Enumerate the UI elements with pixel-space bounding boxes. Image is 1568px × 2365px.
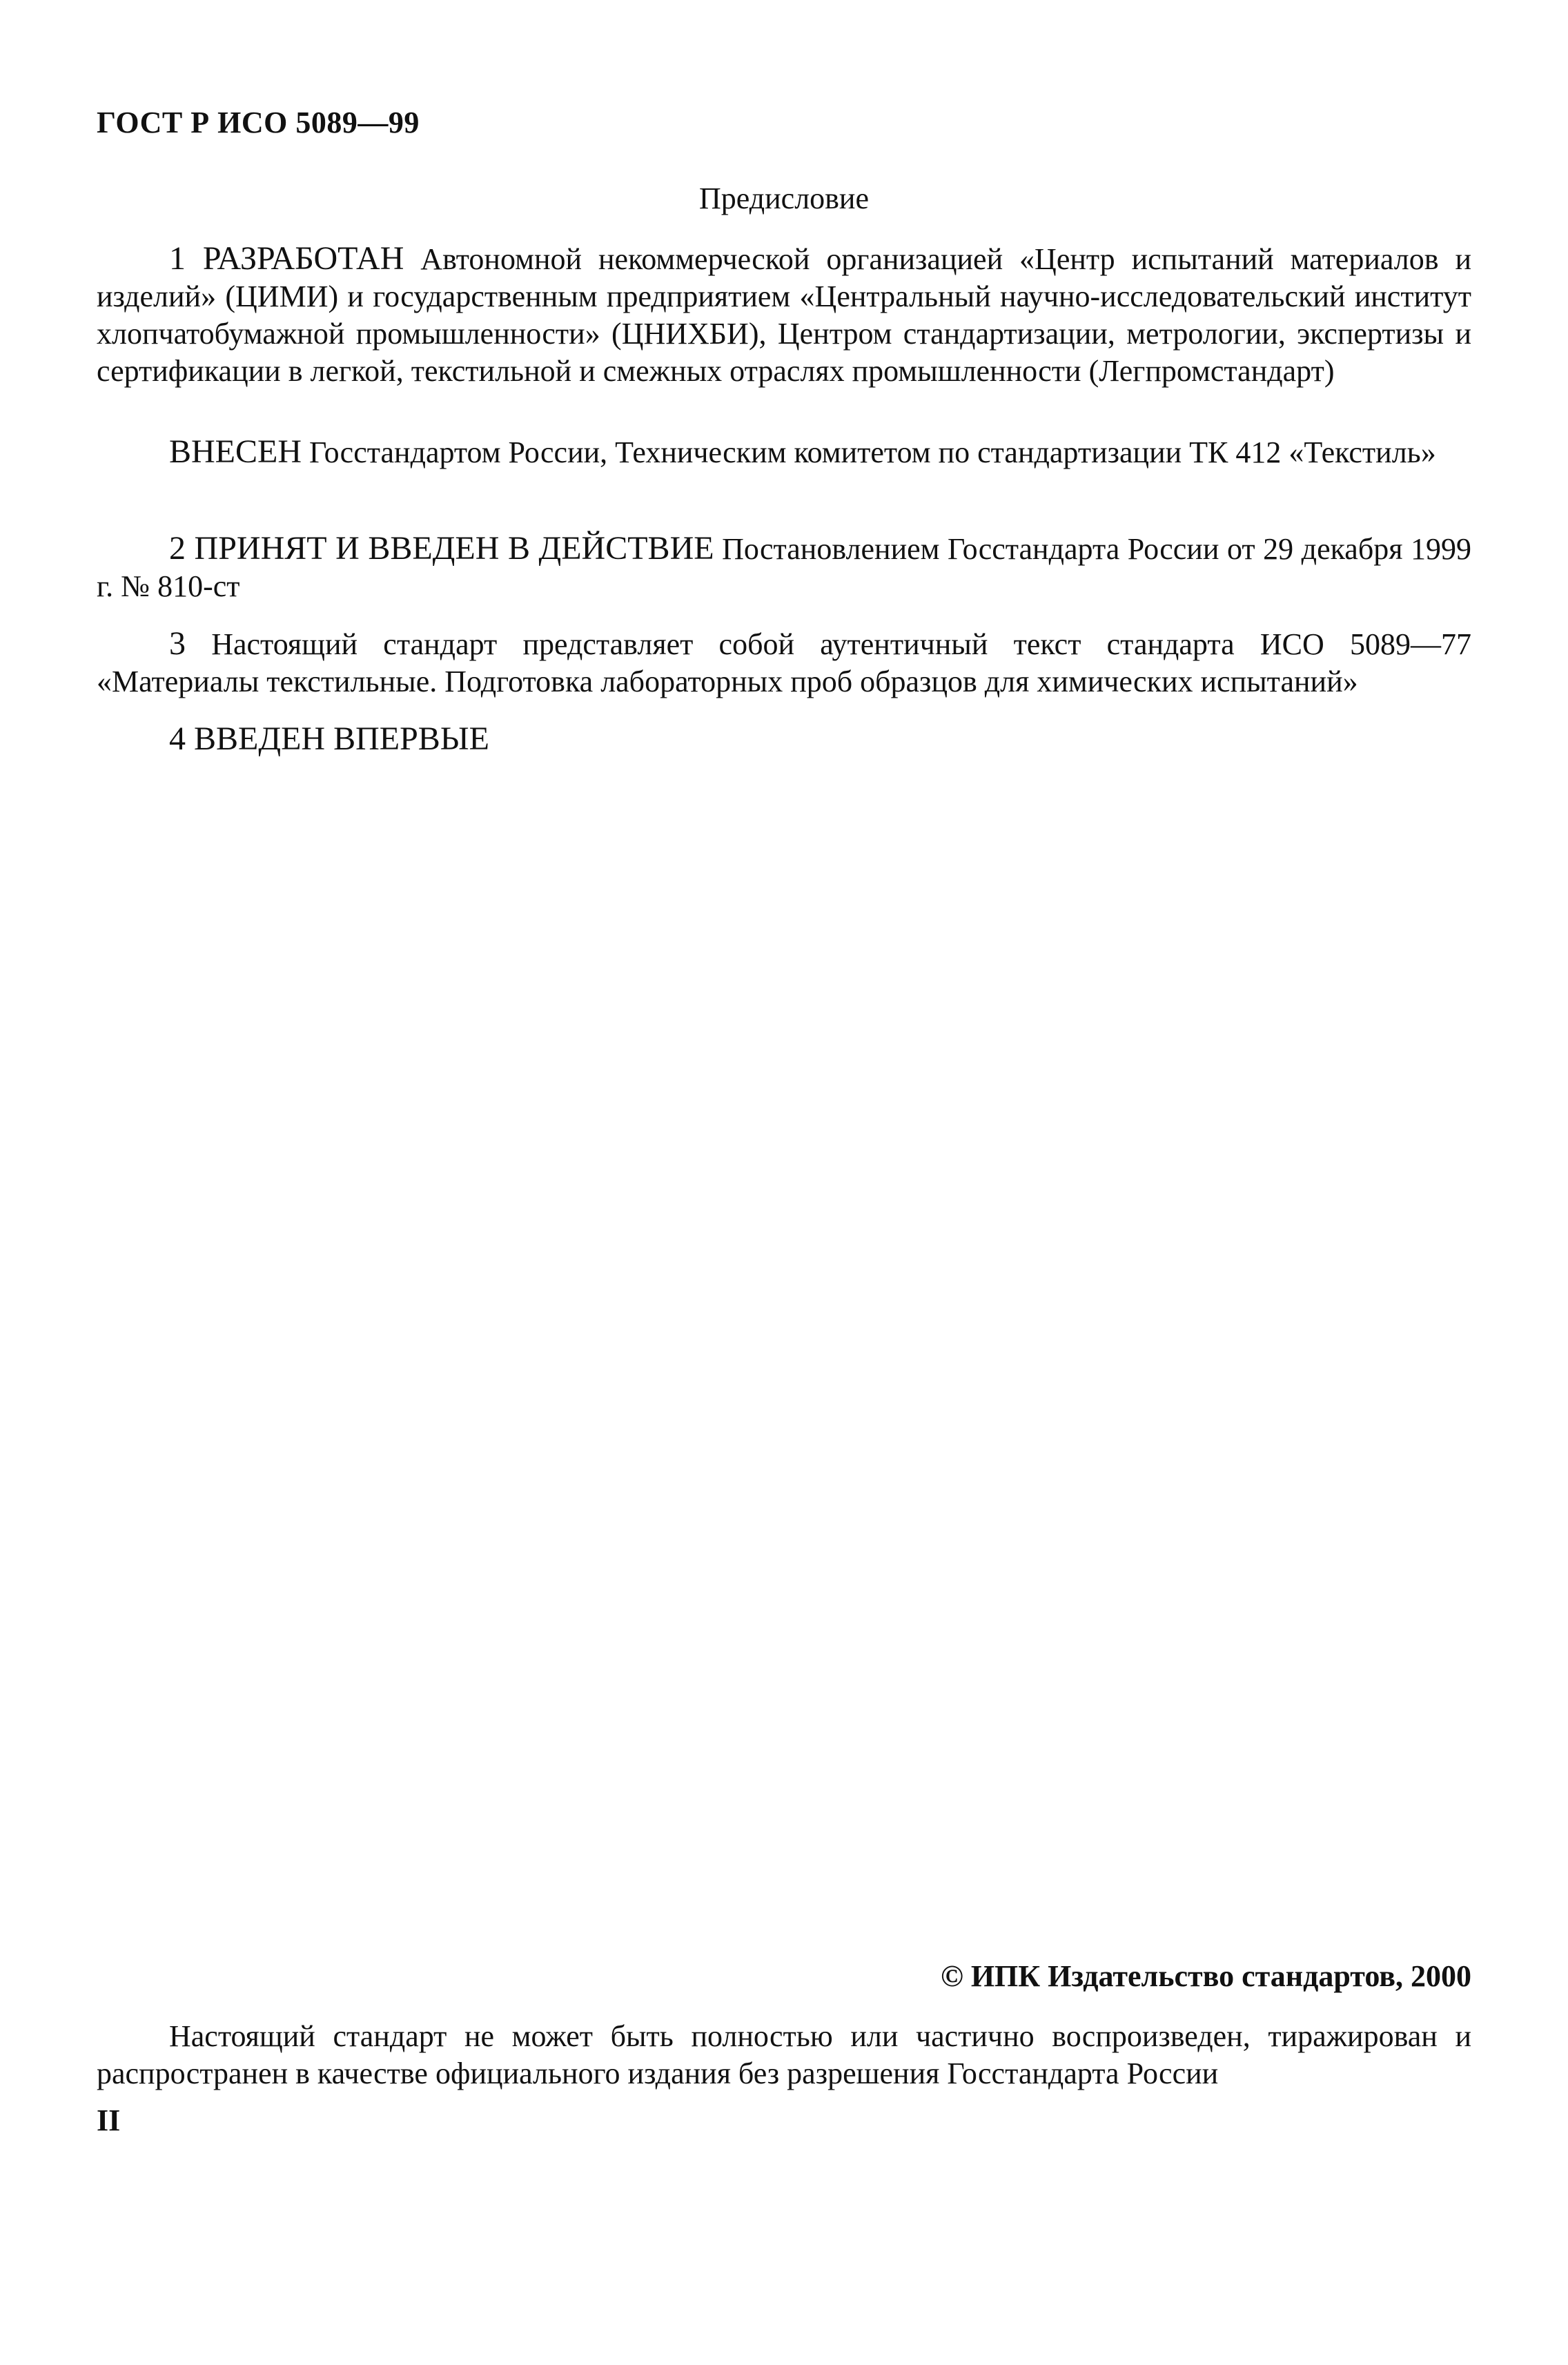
copyright-line: © ИПК Издательство стандартов, 2000 [940,1959,1471,1993]
page-number: II [97,2103,121,2137]
item-lead: 3 [169,625,186,662]
item-lead: 2 ПРИНЯТ И ВВЕДЕН В ДЕЙСТВИЕ [169,530,714,567]
reproduction-notice: Настоящий стандарт не может быть полностью или частично воспроизведен, тиражирован и распространен в качестве официального издания без разрешения Госстандарта России [97,2019,1471,2090]
item-lead: 1 РАЗРАБОТАН [169,240,404,277]
document-code: ГОСТ Р ИСО 5089—99 [97,106,420,139]
item-lead: 4 ВВЕДЕН ВПЕРВЫЕ [169,720,489,757]
item-text: Настоящий стандарт представляет собой аутентичный текст стандарта ИСО 5089—77 «Материалы текстильные. Подготовка лабораторных проб образцов для химических испытаний» [97,627,1471,698]
item-lead: ВНЕСЕН [169,433,302,470]
foreword-item-first-introduced [97,720,1471,758]
foreword-item-authentic-text [97,625,1471,700]
foreword-item-adopted [97,530,1471,605]
foreword-item-developed [97,240,1471,390]
item-text: Автономной некоммерческой организацией «Центр испытаний материалов и изделий» (ЦИМИ) и государственным предприятием «Центральный научно-исследовательский институт хлопчатобумажной промышленности» (ЦНИХБИ), Центром стандартизации, метрологии, экспертизы и сертификации в легкой, текстильной и смежных отраслях промышленности (Легпромстандарт) [97,242,1471,388]
item-text: Госстандартом России, Техническим комитетом по стандартизации ТК 412 «Текстиль» [302,435,1436,469]
foreword-title: Предисловие [699,181,869,215]
foreword-item-introduced [97,433,1471,471]
item-text: Постановлением Госстандарта России от 29 декабря 1999 г. № 810-ст [97,532,1472,603]
